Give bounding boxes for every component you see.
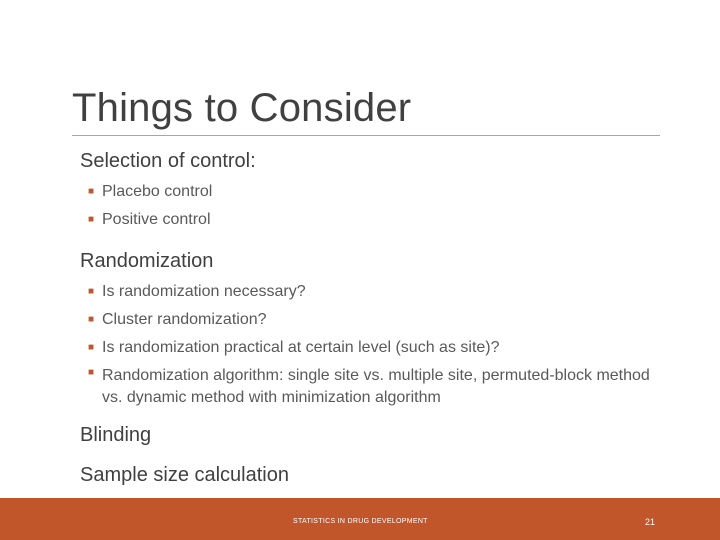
page-number: 21: [645, 517, 656, 527]
bullet-text: Is randomization practical at certain level (such as site)?: [102, 339, 500, 356]
bullet-text: Positive control: [102, 211, 211, 228]
section-heading: Blinding: [80, 424, 152, 446]
bullet-item: [88, 306, 660, 334]
bullet-list: [80, 178, 660, 234]
title-underline: [72, 135, 660, 136]
slide-content: [80, 148, 660, 488]
section-heading: Selection of control:: [80, 150, 256, 172]
bullet-item: [88, 278, 660, 306]
section-selection-of-control: [80, 148, 660, 234]
bullet-text: Is randomization necessary?: [102, 283, 306, 300]
slide-title: Things to Consider: [72, 86, 412, 130]
section-heading: Sample size calculation: [80, 464, 289, 486]
footer-title: STATISTICS IN DRUG DEVELOPMENT: [293, 518, 428, 525]
section-blinding: [80, 422, 660, 448]
square-bullet-icon: ■: [88, 342, 95, 353]
bullet-item: [88, 334, 660, 362]
bullet-list: [80, 278, 660, 412]
square-bullet-icon: ■: [88, 214, 95, 225]
bullet-text: Cluster randomization?: [102, 311, 267, 328]
bullet-text: Placebo control: [102, 183, 213, 200]
section-sample-size: [80, 462, 660, 488]
bullet-item: [88, 178, 660, 206]
section-heading: Randomization: [80, 250, 214, 272]
square-bullet-icon: ■: [88, 186, 95, 197]
square-bullet-icon: ■: [88, 367, 95, 378]
square-bullet-icon: ■: [88, 314, 95, 325]
bullet-item: [88, 362, 660, 412]
section-randomization: [80, 248, 660, 412]
bullet-item: [88, 206, 660, 234]
square-bullet-icon: ■: [88, 286, 95, 297]
bullet-text: Randomization algorithm: single site vs. multiple site, permuted-block method vs. dynamic method with minimization algorithm: [102, 367, 650, 406]
